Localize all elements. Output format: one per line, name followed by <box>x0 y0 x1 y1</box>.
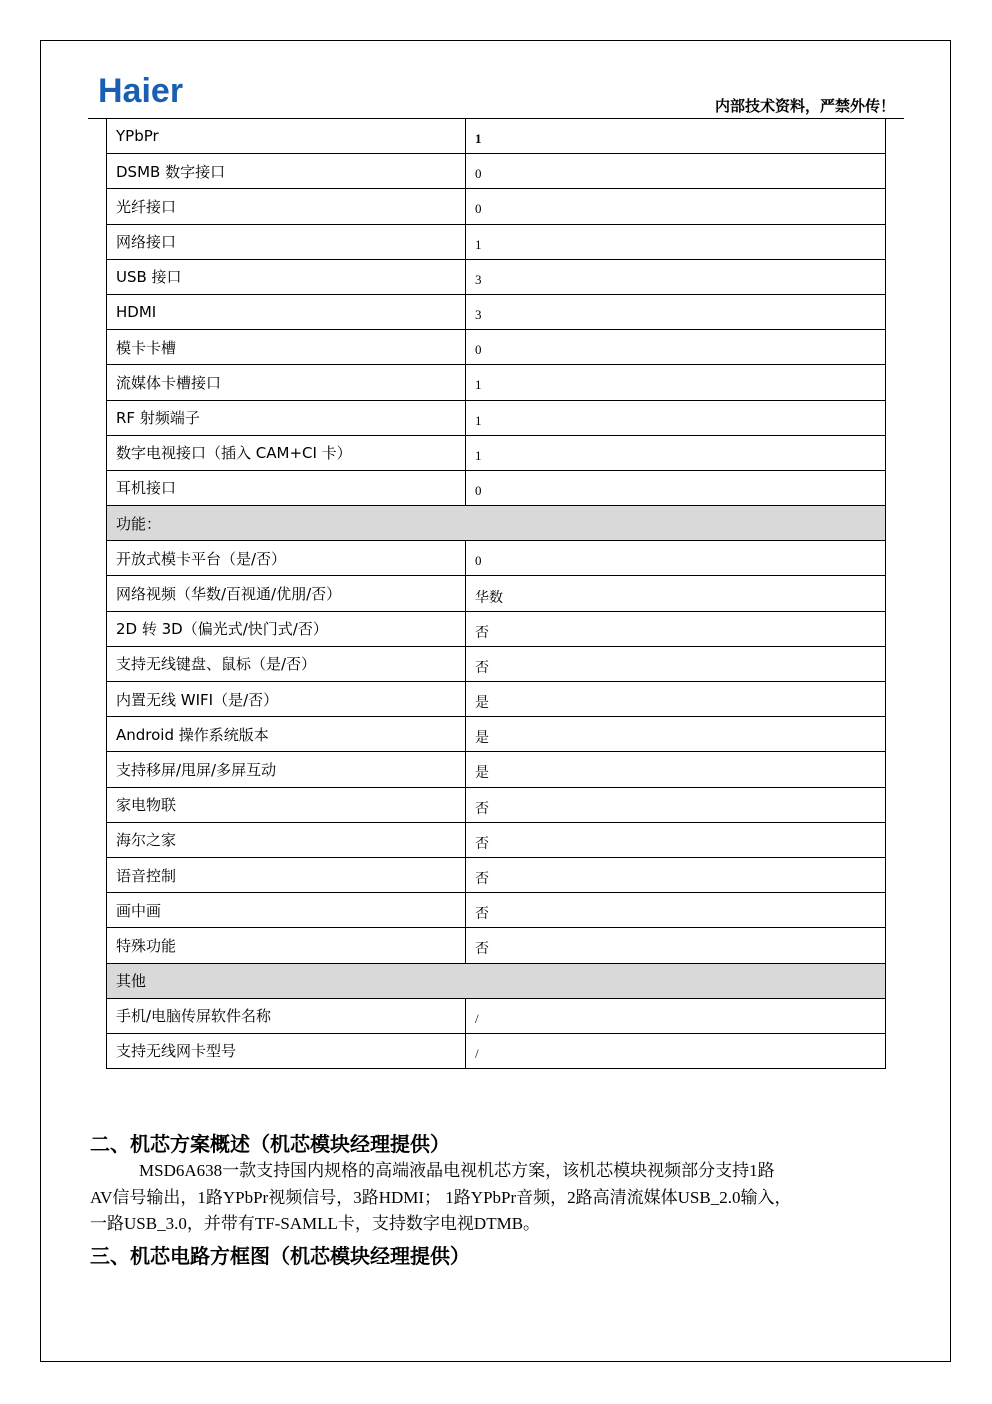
row-value: 否 <box>466 928 886 963</box>
table-row <box>107 611 886 646</box>
row-label: DSMB 数字接口 <box>107 154 466 189</box>
table-row <box>107 928 886 963</box>
row-label: 海尔之家 <box>107 822 466 857</box>
row-label: 模卡卡槽 <box>107 330 466 365</box>
row-label: 语音控制 <box>107 857 466 892</box>
row-label: 内置无线 WIFI（是/否） <box>107 682 466 717</box>
section-row <box>107 506 886 541</box>
row-value: 0 <box>466 541 886 576</box>
table-row <box>107 224 886 259</box>
row-label: 光纤接口 <box>107 189 466 224</box>
table-row <box>107 365 886 400</box>
haier-logo: Haier <box>98 72 184 110</box>
table-row <box>107 330 886 365</box>
row-value: 0 <box>466 470 886 505</box>
table-row <box>107 294 886 329</box>
row-label: 特殊功能 <box>107 928 466 963</box>
row-value: 1 <box>466 119 886 154</box>
row-value: 0 <box>466 330 886 365</box>
row-value: 1 <box>466 400 886 435</box>
section-row <box>107 963 886 998</box>
table-row <box>107 470 886 505</box>
row-value: 否 <box>466 611 886 646</box>
table-row <box>107 893 886 928</box>
row-label: USB 接口 <box>107 259 466 294</box>
spec-table <box>106 118 886 1069</box>
table-row <box>107 822 886 857</box>
table-row <box>107 646 886 681</box>
section-label: 功能： <box>107 506 886 541</box>
row-value: 否 <box>466 822 886 857</box>
row-value: / <box>466 1033 886 1068</box>
row-value: 1 <box>466 365 886 400</box>
row-value: 是 <box>466 717 886 752</box>
section-2-paragraph <box>90 1158 910 1238</box>
table-row <box>107 998 886 1033</box>
paragraph-line: MSD6A638一款支持国内规格的高端液晶电视机芯方案，该机芯模块视频部分支持1路 <box>139 1161 775 1180</box>
section-2-heading: 二、机芯方案概述（机芯模块经理提供） <box>90 1132 450 1156</box>
table-row <box>107 576 886 611</box>
row-value: 1 <box>466 435 886 470</box>
table-row <box>107 435 886 470</box>
table-row <box>107 1033 886 1068</box>
row-value: 3 <box>466 259 886 294</box>
row-value: 1 <box>466 224 886 259</box>
row-label: 数字电视接口（插入 CAM+CI 卡） <box>107 435 466 470</box>
row-value: 否 <box>466 857 886 892</box>
table-row <box>107 119 886 154</box>
section-3-heading: 三、机芯电路方框图（机芯模块经理提供） <box>90 1244 470 1268</box>
row-label: RF 射频端子 <box>107 400 466 435</box>
row-value: 是 <box>466 682 886 717</box>
table-row <box>107 857 886 892</box>
row-label: HDMI <box>107 294 466 329</box>
row-value: 否 <box>466 646 886 681</box>
row-label: 支持无线键盘、鼠标（是/否） <box>107 646 466 681</box>
row-label: 手机/电脑传屏软件名称 <box>107 998 466 1033</box>
row-label: Android 操作系统版本 <box>107 717 466 752</box>
row-label: YPbPr <box>107 119 466 154</box>
row-value: 0 <box>466 189 886 224</box>
row-label: 2D 转 3D（偏光式/快门式/否） <box>107 611 466 646</box>
table-row <box>107 259 886 294</box>
row-label: 耳机接口 <box>107 470 466 505</box>
row-label: 流媒体卡槽接口 <box>107 365 466 400</box>
row-label: 网络视频（华数/百视通/优朋/否） <box>107 576 466 611</box>
confidential-notice: 内部技术资料，严禁外传！ <box>714 97 895 115</box>
table-row <box>107 541 886 576</box>
table-row <box>107 682 886 717</box>
row-label: 网络接口 <box>107 224 466 259</box>
row-value: 0 <box>466 154 886 189</box>
table-row <box>107 752 886 787</box>
row-value: 否 <box>466 787 886 822</box>
row-value: 否 <box>466 893 886 928</box>
row-value: / <box>466 998 886 1033</box>
row-label: 支持移屏/甩屏/多屏互动 <box>107 752 466 787</box>
row-label: 家电物联 <box>107 787 466 822</box>
table-row <box>107 189 886 224</box>
section-label: 其他 <box>107 963 886 998</box>
row-value: 是 <box>466 752 886 787</box>
table-row <box>107 787 886 822</box>
paragraph-line: 一路USB_3.0，并带有TF-SAMLL卡，支持数字电视DTMB。 <box>90 1214 541 1233</box>
row-label: 画中画 <box>107 893 466 928</box>
row-label: 支持无线网卡型号 <box>107 1033 466 1068</box>
row-label: 开放式模卡平台（是/否） <box>107 541 466 576</box>
table-row <box>107 400 886 435</box>
table-row <box>107 717 886 752</box>
table-row <box>107 154 886 189</box>
row-value: 3 <box>466 294 886 329</box>
row-value: 华数 <box>466 576 886 611</box>
paragraph-line: AV信号输出，1路YPbPr视频信号，3路HDMI； 1路YPbPr音频，2路高清流媒体USB_2.0输入， <box>90 1187 792 1207</box>
